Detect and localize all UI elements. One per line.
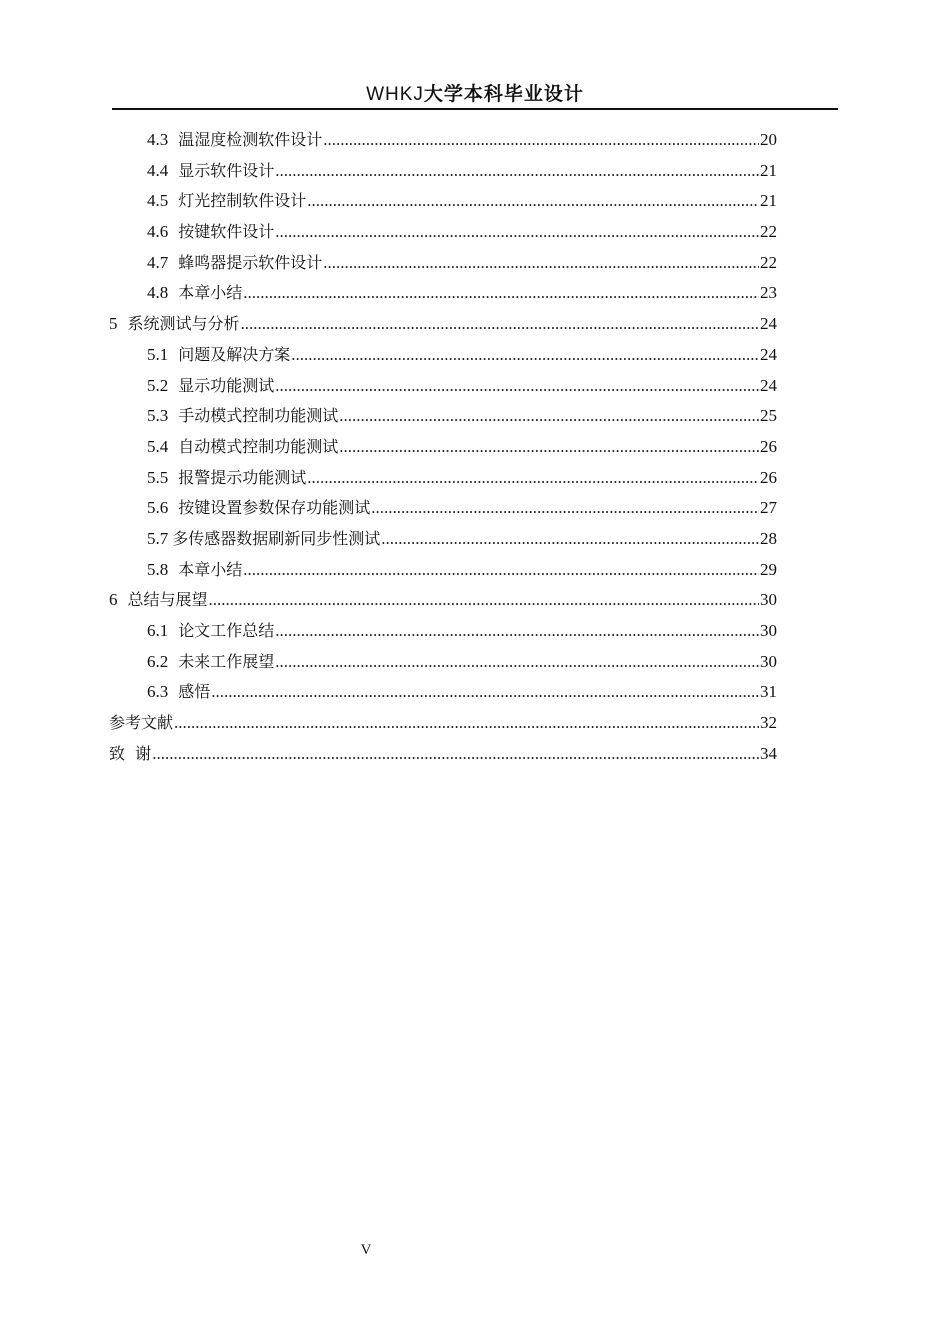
toc-entry-page: 21: [760, 191, 777, 211]
toc-entry[interactable]: [109, 463, 777, 494]
toc-entry-number: 6.3: [147, 682, 169, 702]
toc-entry-page: 22: [760, 252, 777, 272]
toc-dot-leader: [275, 647, 759, 678]
toc-entry-page: 29: [760, 559, 777, 579]
toc-entry-title: 系统测试与分析: [127, 314, 240, 334]
toc-dot-leader: [323, 248, 759, 279]
toc-entry-number: 4.5: [147, 191, 169, 211]
toc-entry-title: 显示软件设计: [178, 160, 275, 180]
toc-entry[interactable]: [109, 309, 777, 340]
toc-entry[interactable]: [109, 585, 777, 616]
toc-dot-leader: [243, 278, 759, 309]
toc-entry[interactable]: [109, 371, 777, 402]
toc-entry-page: 26: [760, 467, 777, 487]
table-of-contents: [109, 125, 777, 769]
toc-entry-page: 34: [760, 743, 777, 763]
toc-entry-number: 4.3: [147, 130, 169, 149]
toc-entry-title: 致 谢: [109, 743, 152, 763]
toc-entry-page: 27: [760, 498, 777, 518]
toc-entry-number: 6.1: [147, 621, 169, 640]
toc-dot-leader: [339, 401, 759, 432]
toc-dot-leader: [211, 677, 759, 708]
toc-entry[interactable]: [109, 616, 777, 647]
toc-entry-page: 24: [760, 314, 777, 334]
toc-entry[interactable]: [109, 432, 777, 463]
toc-entry[interactable]: [109, 708, 777, 739]
toc-dot-leader: [152, 739, 759, 770]
toc-entry-number: 4.4: [147, 160, 169, 180]
toc-dot-leader: [307, 463, 759, 494]
toc-entry-page: 30: [760, 621, 777, 640]
toc-entry-page: 22: [760, 222, 777, 242]
toc-entry-number: 5.3: [147, 406, 169, 426]
toc-entry-title: 按键软件设计: [178, 222, 275, 242]
toc-entry-title: 手动模式控制功能测试: [178, 406, 339, 426]
toc-entry-number: 6: [109, 590, 118, 610]
toc-entry-title: 感悟: [178, 682, 211, 702]
toc-entry-number: 5.8: [147, 559, 169, 579]
toc-entry-number: 5.7: [147, 528, 169, 548]
toc-entry-page: 25: [760, 406, 777, 426]
toc-dot-leader: [291, 340, 759, 371]
toc-dot-leader: [275, 616, 759, 647]
toc-entry-title: 自动模式控制功能测试: [178, 436, 339, 456]
toc-entry-number: 5.4: [147, 436, 169, 456]
toc-entry-number: 4.6: [147, 222, 169, 242]
toc-dot-leader: [307, 186, 759, 217]
toc-dot-leader: [243, 555, 759, 586]
toc-entry-title: 报警提示功能测试: [178, 467, 307, 487]
toc-dot-leader: [209, 585, 759, 616]
toc-entry[interactable]: [109, 278, 777, 309]
toc-entry-page: 21: [760, 160, 777, 180]
toc-dot-leader: [275, 371, 759, 402]
toc-entry-number: 5: [109, 314, 118, 334]
toc-entry-title: 多传感器数据刷新同步性测试: [172, 528, 381, 548]
toc-entry[interactable]: [109, 493, 777, 524]
toc-entry-page: 31: [760, 682, 777, 702]
toc-entry-title: 未来工作展望: [178, 651, 275, 671]
header-title-latin: WHKJ: [366, 84, 424, 105]
header-title: [366, 80, 584, 109]
toc-entry[interactable]: [109, 739, 777, 770]
toc-entry[interactable]: [109, 186, 777, 217]
toc-entry-title: 按键设置参数保存功能测试: [178, 498, 371, 518]
toc-entry-page: 30: [760, 590, 777, 610]
toc-dot-leader: [275, 156, 759, 187]
toc-entry[interactable]: [109, 217, 777, 248]
page-header: [112, 80, 838, 110]
toc-dot-leader: [323, 125, 759, 156]
toc-entry-number: 5.2: [147, 375, 169, 395]
toc-entry[interactable]: [109, 340, 777, 371]
toc-entry-page: 24: [760, 344, 777, 364]
toc-entry-page: 26: [760, 436, 777, 456]
toc-entry-title: 显示功能测试: [178, 375, 275, 395]
header-title-cjk: 大学本科毕业设计: [423, 83, 584, 105]
toc-entry-title: 本章小结: [178, 559, 243, 579]
toc-entry-title: 蜂鸣器提示软件设计: [178, 252, 323, 272]
toc-entry-title: 总结与展望: [127, 590, 208, 610]
toc-entry-number: 5.5: [147, 467, 169, 487]
toc-entry-number: 4.7: [147, 252, 169, 272]
toc-entry[interactable]: [109, 647, 777, 678]
toc-dot-leader: [371, 493, 759, 524]
toc-entry-number: 5.6: [147, 498, 169, 518]
page-number: V: [360, 1242, 372, 1258]
toc-entry[interactable]: [109, 401, 777, 432]
toc-dot-leader: [241, 309, 759, 340]
toc-entry-page: 20: [760, 130, 777, 149]
toc-entry-page: 32: [760, 713, 777, 733]
toc-entry-number: 4.8: [147, 283, 169, 303]
toc-entry-title: 本章小结: [178, 283, 243, 303]
toc-entry-page: 28: [760, 528, 777, 548]
toc-entry-page: 30: [760, 651, 777, 671]
toc-entry-title: 温湿度检测软件设计: [178, 130, 323, 149]
toc-entry-title: 问题及解决方案: [178, 344, 291, 364]
toc-entry[interactable]: [109, 555, 777, 586]
toc-entry-page: 23: [760, 283, 777, 303]
toc-entry-page: 24: [760, 375, 777, 395]
toc-entry-title: 参考文献: [109, 713, 174, 733]
toc-entry[interactable]: [109, 524, 777, 555]
toc-entry[interactable]: [109, 677, 777, 708]
toc-entry[interactable]: [109, 156, 777, 187]
toc-entry-title: 灯光控制软件设计: [178, 191, 307, 211]
toc-entry-title: 论文工作总结: [178, 621, 275, 640]
toc-entry-number: 5.1: [147, 344, 169, 364]
toc-entry[interactable]: [109, 125, 777, 156]
toc-dot-leader: [339, 432, 759, 463]
toc-entry[interactable]: [109, 248, 777, 279]
toc-dot-leader: [275, 217, 759, 248]
toc-dot-leader: [381, 524, 759, 555]
toc-entry-number: 6.2: [147, 651, 169, 671]
toc-dot-leader: [174, 708, 759, 739]
